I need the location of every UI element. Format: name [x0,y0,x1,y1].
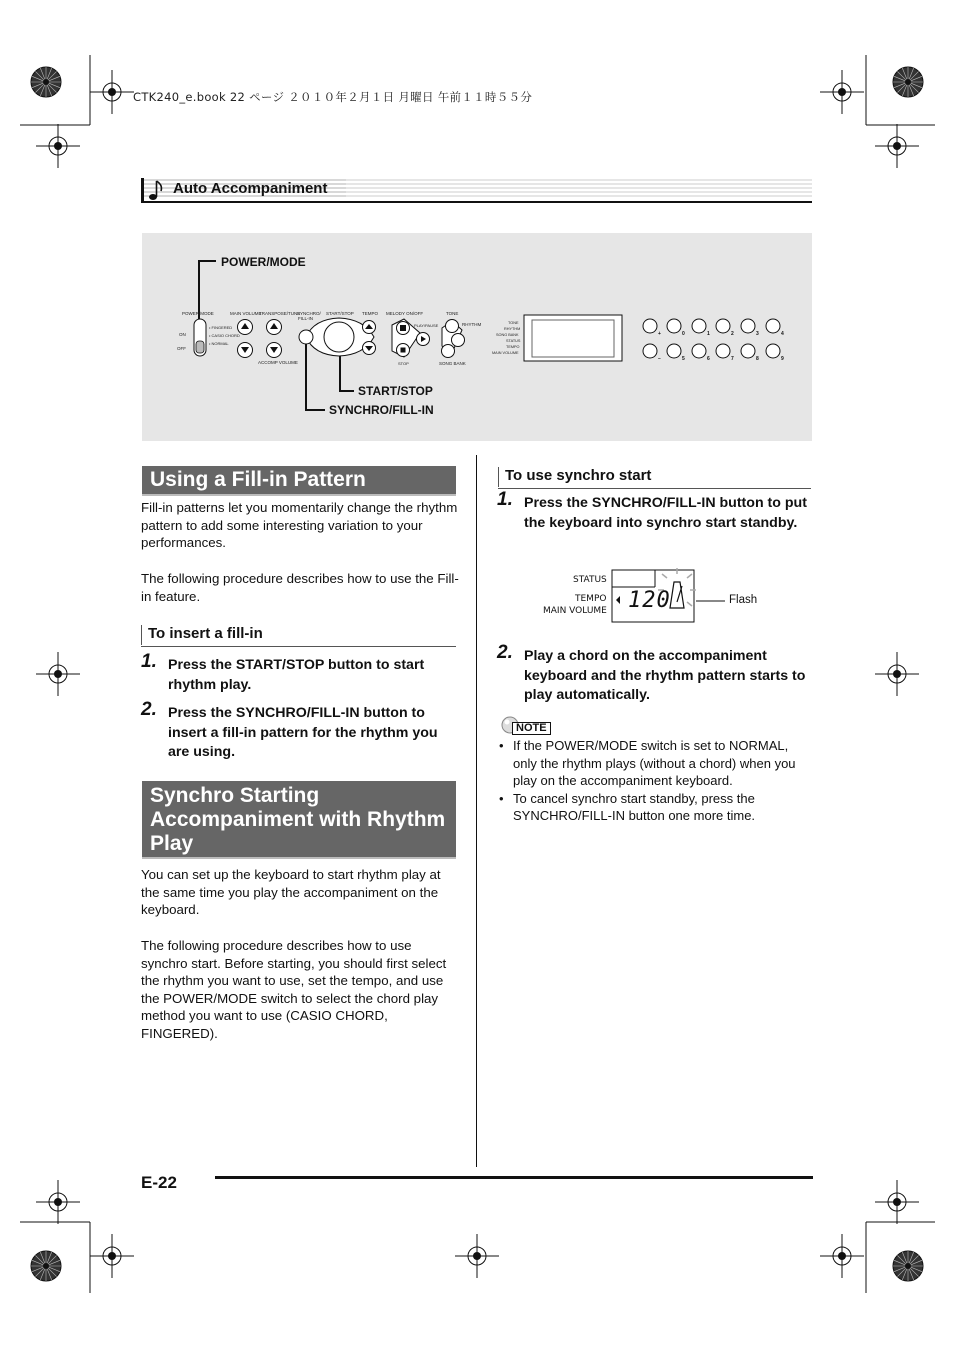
svg-text:PLAY/PAUSE: PLAY/PAUSE [414,323,439,328]
svg-text:RHYTHM: RHYTHM [462,322,482,327]
note-label: NOTE [512,722,551,735]
subheading-rule [141,625,142,645]
lcd-tempo-label: TEMPO [575,594,607,604]
svg-text:• CASIO CHORD: • CASIO CHORD [209,333,240,338]
column-divider [476,455,477,1167]
step-number: 2. [497,642,513,663]
svg-text:STATUS: STATUS [506,339,521,343]
svg-text:5: 5 [682,356,685,362]
svg-text:+: + [658,331,661,337]
svg-text:RHYTHM: RHYTHM [504,327,521,331]
svg-text:FILL-IN: FILL-IN [298,316,314,321]
subheading-rule [498,467,499,487]
lcd-status-label: STATUS [573,575,607,585]
note-badge [500,716,560,736]
svg-text:6: 6 [707,356,710,362]
svg-text:2: 2 [731,331,734,337]
subheading-use-synchro-start [505,467,651,484]
paragraph-synchro-procedure: The following procedure describes how to use synchro start. Before starting, you should first select the rhythm you want to use, set the tempo, and use the POWER/MODE switch to select the chord play method you want to use (CASIO CHORD, FINGERED). [141,938,447,1041]
flash-label: Flash [729,594,758,606]
svg-text:0: 0 [682,331,685,337]
heading-synchro-starting: Synchro Starting Accompaniment with Rhythm Play [142,781,456,859]
file-info-line: CTK240_e.book 22 ページ ２０１０年２月１日 月曜日 午前１１時５５分 [133,90,533,104]
svg-text:OFF: OFF [177,346,186,351]
step-2-synchro [497,642,814,706]
paragraph-fill-in-intro: Fill-in patterns let you momentarily change the rhythm pattern to add some interesting variation to your performances. [141,500,458,551]
svg-text:• FINGERED: • FINGERED [209,325,233,330]
page-number: E-22 [141,1173,177,1192]
callout-power-mode: POWER/MODE [221,255,306,269]
subheading-insert-fill-in [148,625,263,642]
subheading-text: To use synchro start [505,467,652,484]
step-1-synchro [497,489,814,533]
step-number: 2. [141,699,157,720]
callout-synchro-fill-in: SYNCHRO/FILL-IN [329,403,434,417]
lcd-illustration [540,568,780,628]
svg-text:9: 9 [781,356,784,362]
lcd-tempo-value: 120 [628,588,671,613]
step-number: 1. [141,651,157,672]
svg-text:START/STOP: START/STOP [326,311,354,316]
step-number: 1. [497,489,513,510]
step-text: Press the SYNCHRO/FILL-IN button to put the keyboard into synchro start standby. [524,495,807,531]
paragraph-fill-in-procedure: The following procedure describes how to use the Fill-in feature. [141,571,459,604]
svg-text:TEMPO: TEMPO [506,345,520,349]
keyboard-panel-illustration [142,233,812,441]
svg-text:MELODY ON/OFF: MELODY ON/OFF [386,311,424,316]
svg-text:MAIN VOLUME: MAIN VOLUME [230,311,262,316]
svg-text:7: 7 [731,356,734,362]
svg-text:8: 8 [756,356,759,362]
step-2-fill-in [141,699,458,763]
lcd-main-volume-label: MAIN VOLUME [543,606,607,616]
step-text: Press the START/STOP button to start rhythm play. [168,657,425,693]
note-list [498,737,814,825]
svg-text:TONE: TONE [446,311,459,316]
step-text: Play a chord on the accompaniment keyboard and the rhythm pattern starts to play automatically. [524,648,806,704]
svg-text:• NORMAL: • NORMAL [209,341,229,346]
svg-text:ACCOMP VOLUME: ACCOMP VOLUME [258,360,298,365]
footer-rule [215,1176,813,1179]
step-text: Press the SYNCHRO/FILL-IN button to insert a fill-in pattern for the rhythm you are using. [168,705,438,761]
note-item: • If the POWER/MODE switch is set to NORMAL, only the rhythm plays (without a chord) when you play on the accompaniment keyboard. [498,737,814,790]
step-1-fill-in [141,651,458,695]
svg-text:−: − [658,356,661,362]
svg-text:4: 4 [781,331,784,337]
subheading-underline [141,646,456,647]
svg-text:SONG BANK: SONG BANK [439,361,466,366]
svg-text:1: 1 [707,331,710,337]
svg-text:POWER/MODE: POWER/MODE [182,311,214,316]
svg-text:SONG BANK: SONG BANK [496,333,519,337]
svg-text:ON: ON [179,332,186,337]
svg-text:TEMPO: TEMPO [362,311,379,316]
section-title: Auto Accompaniment [173,180,328,197]
heading-using-fill-in: Using a Fill-in Pattern [142,466,456,496]
svg-text:TRANSPOSE/TUNE: TRANSPOSE/TUNE [259,311,301,316]
svg-text:TONE: TONE [508,321,519,325]
svg-text:STOP: STOP [398,361,409,366]
subheading-text: To insert a fill-in [148,625,263,642]
svg-text:SYNCHRO/: SYNCHRO/ [297,311,321,316]
callout-start-stop: START/STOP [358,384,433,398]
subheading-underline [498,488,811,489]
paragraph-synchro-intro: You can set up the keyboard to start rhythm play at the same time you play the accompaniment on the keyboard. [141,867,441,918]
svg-text:MAIN VOLUME: MAIN VOLUME [492,351,519,355]
note-item: • To cancel synchro start standby, press the SYNCHRO/FILL-IN button one more time. [498,790,814,825]
svg-text:3: 3 [756,331,759,337]
